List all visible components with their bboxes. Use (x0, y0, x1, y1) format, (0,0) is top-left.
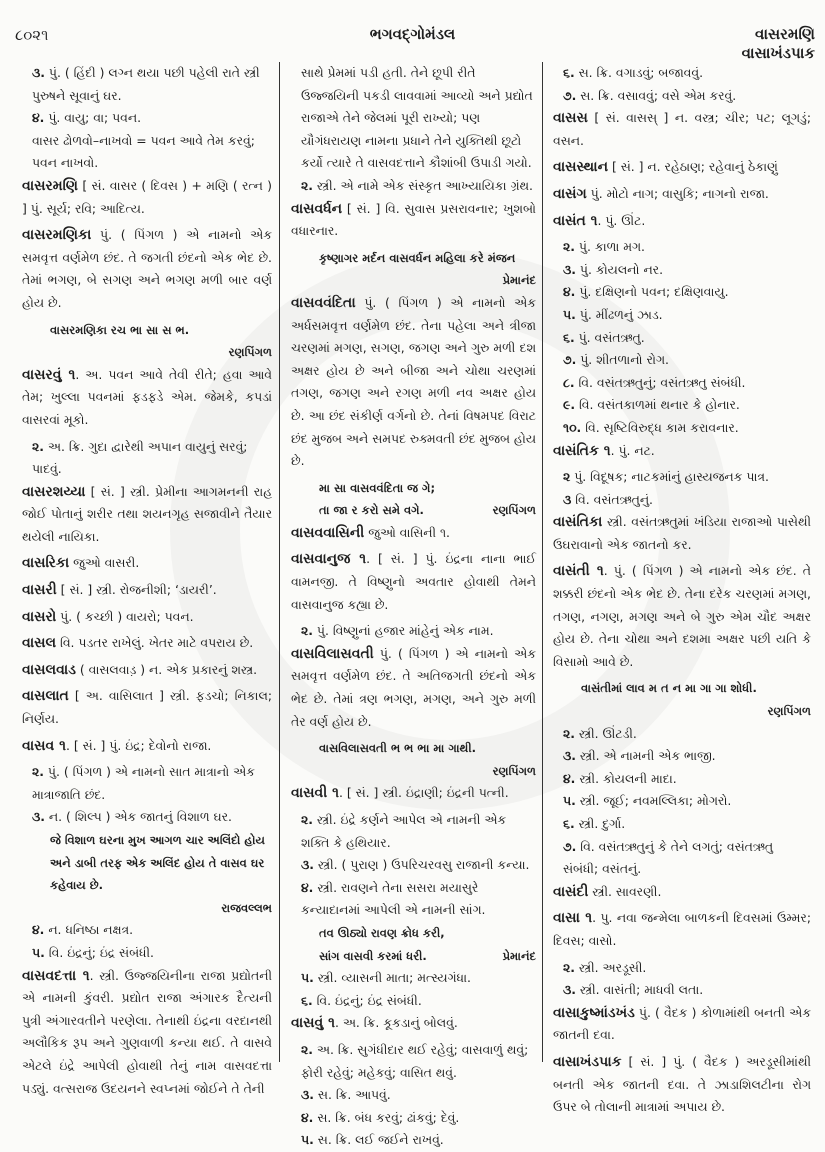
column-right (553, 62, 811, 1123)
headword: વાસા ૧ (553, 910, 593, 927)
definition-text: સ્ત્રી. વસંતઋતુમાં ખંડિયા રાજાઓ પાસેથી ઉઘરાવાનો એક જાતનો કર. (553, 514, 811, 552)
sense-text: પું. મીંઢળનું ઝાડ. (575, 306, 663, 322)
sense-number: ૬. (563, 65, 575, 80)
guide-word-first: વાસરમણિ (755, 25, 815, 43)
headword: વાસંતી ૧ (553, 563, 604, 580)
citation-source: રણપિંગળ (767, 704, 811, 719)
sense-number: ૨. (563, 725, 575, 741)
sense-number: ૩. (301, 857, 314, 873)
sense-text: સ. ક્રિ. વગાડવું; બજાવવું. (574, 65, 704, 80)
definition-text: . અ. પવન આવે તેવી રીતે; હવા આવે તેમ; ખુલ્લા પવનમાં ફડફડે એમ. જેમકે, કપડાં વાસરવાં મૂકો. (22, 366, 273, 427)
sense-text: સ. ક્રિ. બંધ કરવું; ઢાંકવું; દેવું. (313, 1109, 460, 1125)
sense-number: ૪. (32, 110, 45, 126)
sense-text: પું. શીતળાનો રોગ. (576, 352, 669, 368)
sense-number: ૭. (563, 87, 577, 103)
headword: વાસરી (22, 582, 57, 599)
sense-text: પું. દક્ષિણનો પવન; દક્ષિણવાયુ. (575, 284, 729, 300)
headword: વાસંતિકા (553, 514, 603, 531)
definition-text: પું. ( પિંગળ ) એ નામનો એક અર્ધસમવૃત્ત વર્ણમેળ છંદ. તેના પહેલા અને ત્રીજા ચરણમાં મગણ, સગણ, જગણ અને ગુરુ મળી દશ અક્ષર હોય છે અને બીજા અને ચોથા ચરણમાં તગણ, જગણ અને રગણ મળી નવ અક્ષર હોય છે. આ છંદ સંકીર્ણ વર્ગનો છે. તેનાં વિષમપદ વિરાટ છંદ મુજબ અને સમપદ રુક્મવતી છંદ મુજબ હોય છે. (291, 294, 536, 469)
sense-number: ૩. (563, 982, 576, 998)
column-middle (291, 62, 536, 1152)
dictionary-title: ભગવદ્ગોમંડલ (369, 25, 456, 43)
headword: વાસવી ૧ (291, 785, 339, 802)
sense-text: ન. ( શિલ્પ ) એક જાતનું વિશાળ ઘર. (44, 809, 232, 825)
dictionary-entry (22, 175, 272, 220)
headword: વાસરો (22, 608, 57, 625)
dictionary-entry (553, 1051, 811, 1119)
sense (553, 281, 811, 304)
sense (291, 854, 536, 877)
definition-text: પું. ( પિંગળ ) એ નામનો એક સમવૃત્ત વર્ણમેળ છંદ. તે જગતી છંદનો એક ભેદ છે. તેમાં ભગણ, બે સગણ અને ભગણ મળી બાર વર્ણ હોય છે. (22, 227, 272, 310)
sense-text: પું. વસંતઋતુ. (574, 329, 645, 345)
sense-text: પું. કોયલનો નર. (575, 261, 664, 277)
citation-quote: તવ ઊઠ્યો રાવણ ક્રોધ કરી, (319, 925, 445, 940)
definition-text: [ અ. વાસિલાત ] સ્ત્રી. ફડચો; નિકાલ; નિર્ણય. (22, 688, 272, 727)
headword: વાસવ ૧ (22, 737, 66, 754)
definition-text: [ સં. વાસસ્ ] ન. વસ્ત્ર; ચીર; પટ; લૂગડું; વસન. (553, 110, 811, 148)
citation-quote: વાસરમણિકા રચ ભા સા સ ભ. (50, 322, 190, 337)
sense (22, 942, 272, 965)
sense-text: વિ. ઇંદ્રનું; ઇંદ્ર સંબંધી. (312, 992, 422, 1008)
sense-number: ૪. (301, 1109, 314, 1125)
definition-text: . [ સં. ] પું. ઇંદ્ર; દેવોનો રાજા. (65, 737, 212, 753)
headword: વાસરમણિ (22, 177, 78, 194)
sense-number: ૨. (301, 623, 313, 639)
headword: વાસંગ (553, 185, 587, 202)
citation-source: રણપિંગળ (492, 503, 536, 518)
definition-text: સ્ત્રી. સાવરણી. (588, 883, 662, 899)
dictionary-entry (22, 735, 272, 758)
sense (553, 836, 811, 881)
sense-text: સ્ત્રી. ઊંટડી. (574, 725, 637, 741)
headword: વાસલાત (22, 688, 69, 705)
sense (22, 62, 272, 107)
guide-words (742, 25, 815, 63)
definition-text: . પું. ( પિંગળ ) એ નામનો એક છંદ. તે શક્કરી છંદનો એક ભેદ છે. તેના દરેક ચરણમાં મગણ, તગણ, નગણ, મગણ અને બે ગુરુ એમ ચૌદ અક્ષર હોય છે. તેના ચોથા અને દશમા અક્ષર પછી યતિ કે વિસામો આવે છે. (553, 563, 811, 669)
sense (553, 372, 811, 395)
dictionary-entry (22, 685, 272, 730)
definition-text: [ સં. ] પું. ( વૈદક ) અરડૂસીમાંથી બનતી એક જાતની દવા. તે ઝાડાશિલટીના રોગ ઉપર બે તોલાની માત્રામાં અપાય છે. (553, 1053, 811, 1115)
sense-number: ૭. (563, 352, 577, 368)
citation-source: રાજવલ્લભ (221, 900, 272, 915)
dictionary-entry (553, 907, 811, 952)
sense (553, 745, 811, 768)
sense-text: પું. વાયુ; વા; પવન. (44, 110, 142, 126)
dictionary-entry (553, 440, 811, 463)
citation-quote: વાસંતીમાં લાવ મ ત ન મા ગા ગા શોધી. (581, 681, 757, 696)
sense-number: ૩. (301, 1087, 314, 1103)
citation-quote: જે વિશાળ ઘરના મુખ આગળ ચાર અલિંદો હોય અને ડાબી તરફ એક અલિંદ હોય તે વાસવ ઘર કહેવાય છે. (50, 833, 265, 893)
sense (553, 489, 811, 512)
sense-text: સ્ત્રી. ઇંદ્રે કર્ણને આપેલ એ નામની એક શક્તિ કે હથિયાર. (301, 812, 507, 850)
definition-text: [ સં. ] સ્ત્રી. પ્રેમીના આગમનની રાહ જોઈ પોતાનું શરીર તથા શયનગૃહ સજાવીને તૈયાર થયેલી નાયિકા. (22, 483, 272, 544)
headword: વાસાખંડપાક (553, 1053, 622, 1070)
headword: વાસરિકા (22, 555, 70, 572)
headword: વાસવદત્તા ૧ (22, 967, 90, 984)
column-divider (542, 62, 543, 1062)
headword: વાસલ (22, 635, 57, 652)
page-header (0, 8, 825, 62)
sense-number: ૫. (301, 970, 314, 986)
sense-number: ૨. (301, 812, 313, 827)
sense-text: પું. ( હિંદી ) લગ્ન થયા પછી પહેલી રાતે સ્ત્રી પુરુષને સૂવાનું ઘર. (32, 65, 260, 103)
sense-number: ૬. (301, 992, 313, 1008)
citation-source: રણપિંગળ (492, 763, 536, 778)
citation-quote: મા સા વાસવવંદિતા જ ગે; (319, 480, 436, 495)
dictionary-entry (22, 579, 272, 602)
definition-text: [ સં. વાસર ( દિવસ ) + મણિ ( રત્ન ) ] પું. સૂર્ય; રવિ; આદિત્ય. (22, 177, 272, 216)
dictionary-entry (553, 511, 811, 556)
definition-text: પું. મોટો નાગ; વાસુકિ; નાગનો રાજા. (586, 185, 769, 201)
sense-number: ૩. (563, 748, 576, 764)
sense-number: ૮. (563, 374, 575, 390)
sense (291, 990, 536, 1013)
citation-quote: સાંગ વાસવી કરમાં ધરી. પ્રેમાનંદ (291, 945, 536, 968)
sense (553, 813, 811, 836)
dictionary-entry (22, 965, 272, 1101)
headword: વાસંદી (553, 883, 589, 900)
headword: વાસસ્થાન (553, 159, 609, 176)
sense-text: વિ. ઇંદ્રનું; ઇંદ્ર સંબંધી. (44, 944, 154, 960)
dictionary-entry (22, 552, 272, 575)
sense-text: પું. વિષ્ણુનાં હજાર માંહેનું એક નામ. (312, 623, 494, 639)
sense (22, 130, 272, 175)
guide-word-last: વાસાખંડપાક (741, 44, 815, 62)
sense (22, 806, 272, 829)
dictionary-entry (22, 364, 272, 432)
dictionary-entry (22, 606, 272, 629)
headword: વાસસ (553, 110, 588, 127)
sense-text: ન. ધનિષ્ઠા નક્ષત્ર. (44, 922, 134, 938)
sense-text: સ્ત્રી. જૂઈ; નવમલ્લિકા; મોગરો. (575, 793, 732, 809)
sense-text: વિ. વસંતઋતુનું. (571, 491, 653, 507)
sense-number: ૪. (32, 922, 45, 938)
sense-number: ૨. (301, 1041, 313, 1057)
dictionary-entry (22, 659, 272, 682)
sense (553, 62, 811, 85)
citation-quote: તા જા ર કરો સમે વગે. રણપિંગળ (291, 499, 536, 522)
definition-text: વિ. પડતર રાખેલું. ખેતર માટે વપરાય છે. (56, 635, 254, 651)
sense (553, 979, 811, 1002)
headword: વાસવિલાસવતી (291, 645, 374, 662)
headword: વાસવર્ધન (291, 200, 343, 217)
sense (291, 175, 536, 198)
citation-quote: વાસવિલાસવતી ભ ભ ભા મા ગાથી. (319, 741, 477, 756)
sense-text: સ્ત્રી. એ નામે એક સંસ્કૃત આખ્યાયિકા ગ્રંથ. (312, 177, 533, 193)
definition-text: . પું. ઊંટ. (597, 212, 646, 228)
sense-text: સ્ત્રી. અરડૂસી. (574, 959, 647, 975)
sense-number: ૨. (563, 959, 575, 975)
page-number: ૮૦૨૧ (15, 26, 49, 44)
sense-number: ૬. (563, 329, 575, 345)
sense (291, 62, 536, 175)
sense-text: વાસર ઢોળવો–નાખવો = પવન આવે તેમ કરવું; પવન નાખવો. (32, 132, 255, 171)
definition-text: . [ સં. ] પું. ઇંદ્રના નાના ભાઈ વામનજી. તે વિષ્ણુનો અવતાર હોવાથી તેમને વાસવાનુજ કહ્યા છે. (291, 551, 536, 612)
definition-text: પું. ( વૈદક ) કોળામાંથી બનતી એક જાતની દવા. (553, 1004, 811, 1043)
sense-text: અ. ક્રિ. ગુદા દ્વારેથી અપાન વાયુનું સરવું; પાદવું. (32, 438, 248, 477)
sense (553, 349, 811, 372)
definition-text: ( વાસલવાડ઼ ) ન. એક પ્રકારનું શસ્ત્ર. (75, 661, 258, 677)
dictionary-entry (22, 481, 272, 549)
dictionary-entry (553, 881, 811, 904)
sense-text: અ. ક્રિ. સુગંધીદાર થઈ રહેવું; વાસવાળું થવું; ફોરી રહેવું; મહેકવું; વાસિત થવું. (301, 1041, 529, 1080)
dictionary-entry (291, 643, 536, 733)
sense-text: પું. કાળા મગ. (574, 239, 645, 255)
sense-number: ૫. (32, 944, 45, 960)
sense-text: સ્ત્રી. રાવણને તેના સસરા મયાસુરે કન્યાદાનમાં આપેલી એ નામની સાંગ. (301, 879, 486, 918)
dictionary-entry (553, 156, 811, 179)
dictionary-entry (553, 1002, 811, 1047)
definition-text: જુઓ વાસિની ૧. (364, 524, 450, 540)
sense (553, 304, 811, 327)
sense (291, 620, 536, 643)
citation-source: પ્રેમાનંદ (502, 948, 536, 963)
sense (553, 466, 811, 489)
headword: વાસરશય્યા (22, 483, 86, 500)
sense-text: સાથે પ્રેમમાં પડી હતી. તેને છૂપી રીતે ઉજ્જયિની પકડી લાવવામાં આવ્યો અને પ્રદ્યોત રાજાએ તેને જેલમાં પૂરી રાખ્યો; પણ યૌગંધરાયણ નામના પ્રધાને તેને યુક્તિથી છૂટો કર્યો ત્યારે તે વાસવદત્તાને કૌશાંબી ઉપાડી ગયો. (301, 65, 533, 171)
sense-text: પું. વિદૂષક; નાટકમાંનું હાસ્યજનક પાત્ર. (570, 469, 769, 485)
headword: વાસવવંદિતા (291, 294, 356, 311)
sense-number: ૧૦. (563, 419, 582, 435)
sense (291, 1129, 536, 1152)
definition-text: [ સં. ] ન. રહેઠાણ; રહેવાનું ઠેકાણું (608, 159, 778, 175)
sense (291, 877, 536, 922)
sense (553, 327, 811, 350)
sense-number: ૨ (563, 469, 571, 485)
dictionary-entry (553, 107, 811, 152)
citation-quote: કૃષ્ણાગર મર્દન વાસવર્ધન મહિલા કરે મંજન (319, 250, 516, 265)
headword: વાસરવું ૧ (22, 366, 76, 383)
sense-text: વિ. વસંતઋતુનું; વસંતઋતુ સંબંધી. (574, 374, 746, 390)
definition-text: પું. ( કચ્છી ) વાયરો; પવન. (56, 608, 194, 624)
sense-number: ૫. (301, 1132, 314, 1148)
sense (553, 236, 811, 259)
definition-text: [ સં. ] વિ. સુવાસ પ્રસરાવનાર; ખુશબો વધારનાર. (291, 200, 536, 239)
headword: વાસલવાડ (22, 661, 76, 678)
sense (22, 919, 272, 942)
dictionary-entry (553, 210, 811, 233)
definition-text: . સ્ત્રી. ઉજ્જયિનીના રાજા પ્રદ્યોતની એ નામની કુંવરી. પ્રદ્યોત રાજા અંગારક દૈત્યની પુત્રી અંગારવતીને પરણેલા. તેનાથી ઇંદ્રના વરદાનથી અલૌકિક રૂપ અને ગુણવાળી કન્યા થઈ. તે વાસવે એટલે ઇંદ્રે આપેલી હોવાથી તેનું નામ વાસવદત્તા પડ્યું. વત્સરાજ ઉદયનને સ્વપ્નમાં જોઈને તે તેની (22, 967, 272, 1096)
sense-text: સ્ત્રી. કોયલની માદા. (575, 770, 677, 786)
sense-text: સ્ત્રી. ( પુરાણ ) ઉપરિચરવસુ રાજાની કન્યા. (313, 857, 530, 873)
sense-number: ૩. (32, 809, 45, 825)
definition-text: . અ. ક્રિ. કૂકડાનું બોલવું. (334, 1015, 458, 1031)
sense (553, 723, 811, 746)
sense-number: ૭. (563, 838, 577, 854)
sense-number: ૩. (32, 65, 45, 80)
sense (553, 417, 811, 440)
sense-text: સ. ક્રિ. આપવું. (313, 1087, 391, 1103)
sense-text: સ. ક્રિ. લઈ જઈને રાખવું. (313, 1132, 444, 1148)
sense (553, 394, 811, 417)
sense (22, 107, 272, 130)
headword: વાસંત ૧ (553, 212, 598, 229)
definition-text: જુઓ વાસરી. (69, 555, 140, 571)
sense (553, 259, 811, 282)
sense-text: સ્ત્રી. વાસંતી; માધવી લતા. (575, 982, 704, 998)
definition-text: [ સં. ] સ્ત્રી. રોજનીશી; ‘ડાયરી’. (56, 582, 217, 598)
dictionary-entry (553, 183, 811, 206)
dictionary-entry (291, 782, 536, 805)
sense-number: ૪. (563, 284, 576, 300)
column-divider (279, 62, 280, 1062)
sense-text: વિ. સૃષ્ટિવિરુદ્ધ કામ કરાવનાર. (581, 419, 739, 435)
sense-number: ૪. (301, 879, 314, 895)
sense-number: ૩. (563, 261, 576, 277)
sense-text: પું. ( પિંગળ ) એ નામનો સાત માત્રાનો એક માત્રાજાતિ છંદ. (32, 764, 255, 802)
citation-source: પ્રેમાનંદ (502, 273, 536, 288)
headword: વાસવું ૧ (291, 1015, 335, 1032)
dictionary-entry (291, 1012, 536, 1035)
sense (291, 967, 536, 990)
sense (22, 436, 272, 481)
dictionary-entry (291, 548, 536, 616)
headword: વાસવાનુજ ૧ (291, 551, 367, 568)
dictionary-entry (291, 522, 536, 545)
sense-number: ૨. (301, 177, 313, 193)
sense-text: વિ. વસંતઋતુનું કે તેને લગતું; વસંતઋતુ સંબંધી; વસંતનું. (563, 838, 774, 877)
sense (553, 957, 811, 980)
sense-number: ૫. (563, 793, 576, 809)
definition-text: . પું. નટ. (610, 442, 655, 458)
sense-number: ૨. (563, 239, 575, 255)
sense-number: ૬. (563, 816, 575, 831)
sense-text: સ્ત્રી. દુર્ગા. (574, 816, 626, 831)
dictionary-entry (22, 632, 272, 655)
sense (291, 809, 536, 854)
headword: વાસરમણિકા (22, 227, 92, 244)
sense (553, 768, 811, 791)
sense-number: ૩ (563, 491, 572, 507)
sense (553, 790, 811, 813)
sense-number: ૨. (32, 438, 44, 454)
dictionary-entry (22, 224, 272, 314)
sense-number: ૨. (32, 764, 44, 780)
citation-source: રણપિંગળ (228, 345, 272, 360)
sense-number: ૫. (563, 306, 576, 322)
definition-text: . [ સં. ] સ્ત્રી. ઇંદ્રાણી; ઇંદ્રની પત્ની. (338, 785, 509, 801)
sense-text: સ. ક્રિ. વસાવવું; વસે એમ કરવું. (576, 87, 737, 103)
definition-text: . પુ. નવા જન્મેલા બાળકની દિવસમાં ઉમ્મર; દિવસ; વાસો. (553, 910, 811, 948)
column-left (22, 62, 272, 1104)
dictionary-entry (291, 198, 536, 243)
headword: વાસંતિક ૧ (553, 442, 611, 459)
dictionary-entry (553, 560, 811, 673)
headword: વાસવવાસિની (291, 524, 365, 541)
sense-number: ૯. (563, 397, 576, 413)
sense (291, 1107, 536, 1130)
sense-text: સ્ત્રી. એ નામની એક ભાજી. (575, 748, 716, 764)
sense-text: સ્ત્રી. વ્યાસની માતા; મત્સ્યગંધા. (313, 970, 471, 986)
definition-text: પું. ( પિંગળ ) એ નામનો એક સમવૃત્ત વર્ણમેળ છંદ. તે અતિજગતી છંદનો એક ભેદ છે. તેમાં ત્રણ ભગણ, મગણ, અને ગુરુ મળી તેર વર્ણ હોય છે. (291, 645, 536, 729)
sense (291, 1039, 536, 1084)
sense-text: વિ. વસંતકાળમાં થનાર કે હોનાર. (575, 397, 740, 413)
sense (22, 761, 272, 806)
sense-number: ૪. (563, 770, 576, 786)
headword: વાસાકુષ્માંડખંડ (553, 1004, 635, 1021)
dictionary-entry (291, 292, 536, 473)
sense (553, 85, 811, 108)
